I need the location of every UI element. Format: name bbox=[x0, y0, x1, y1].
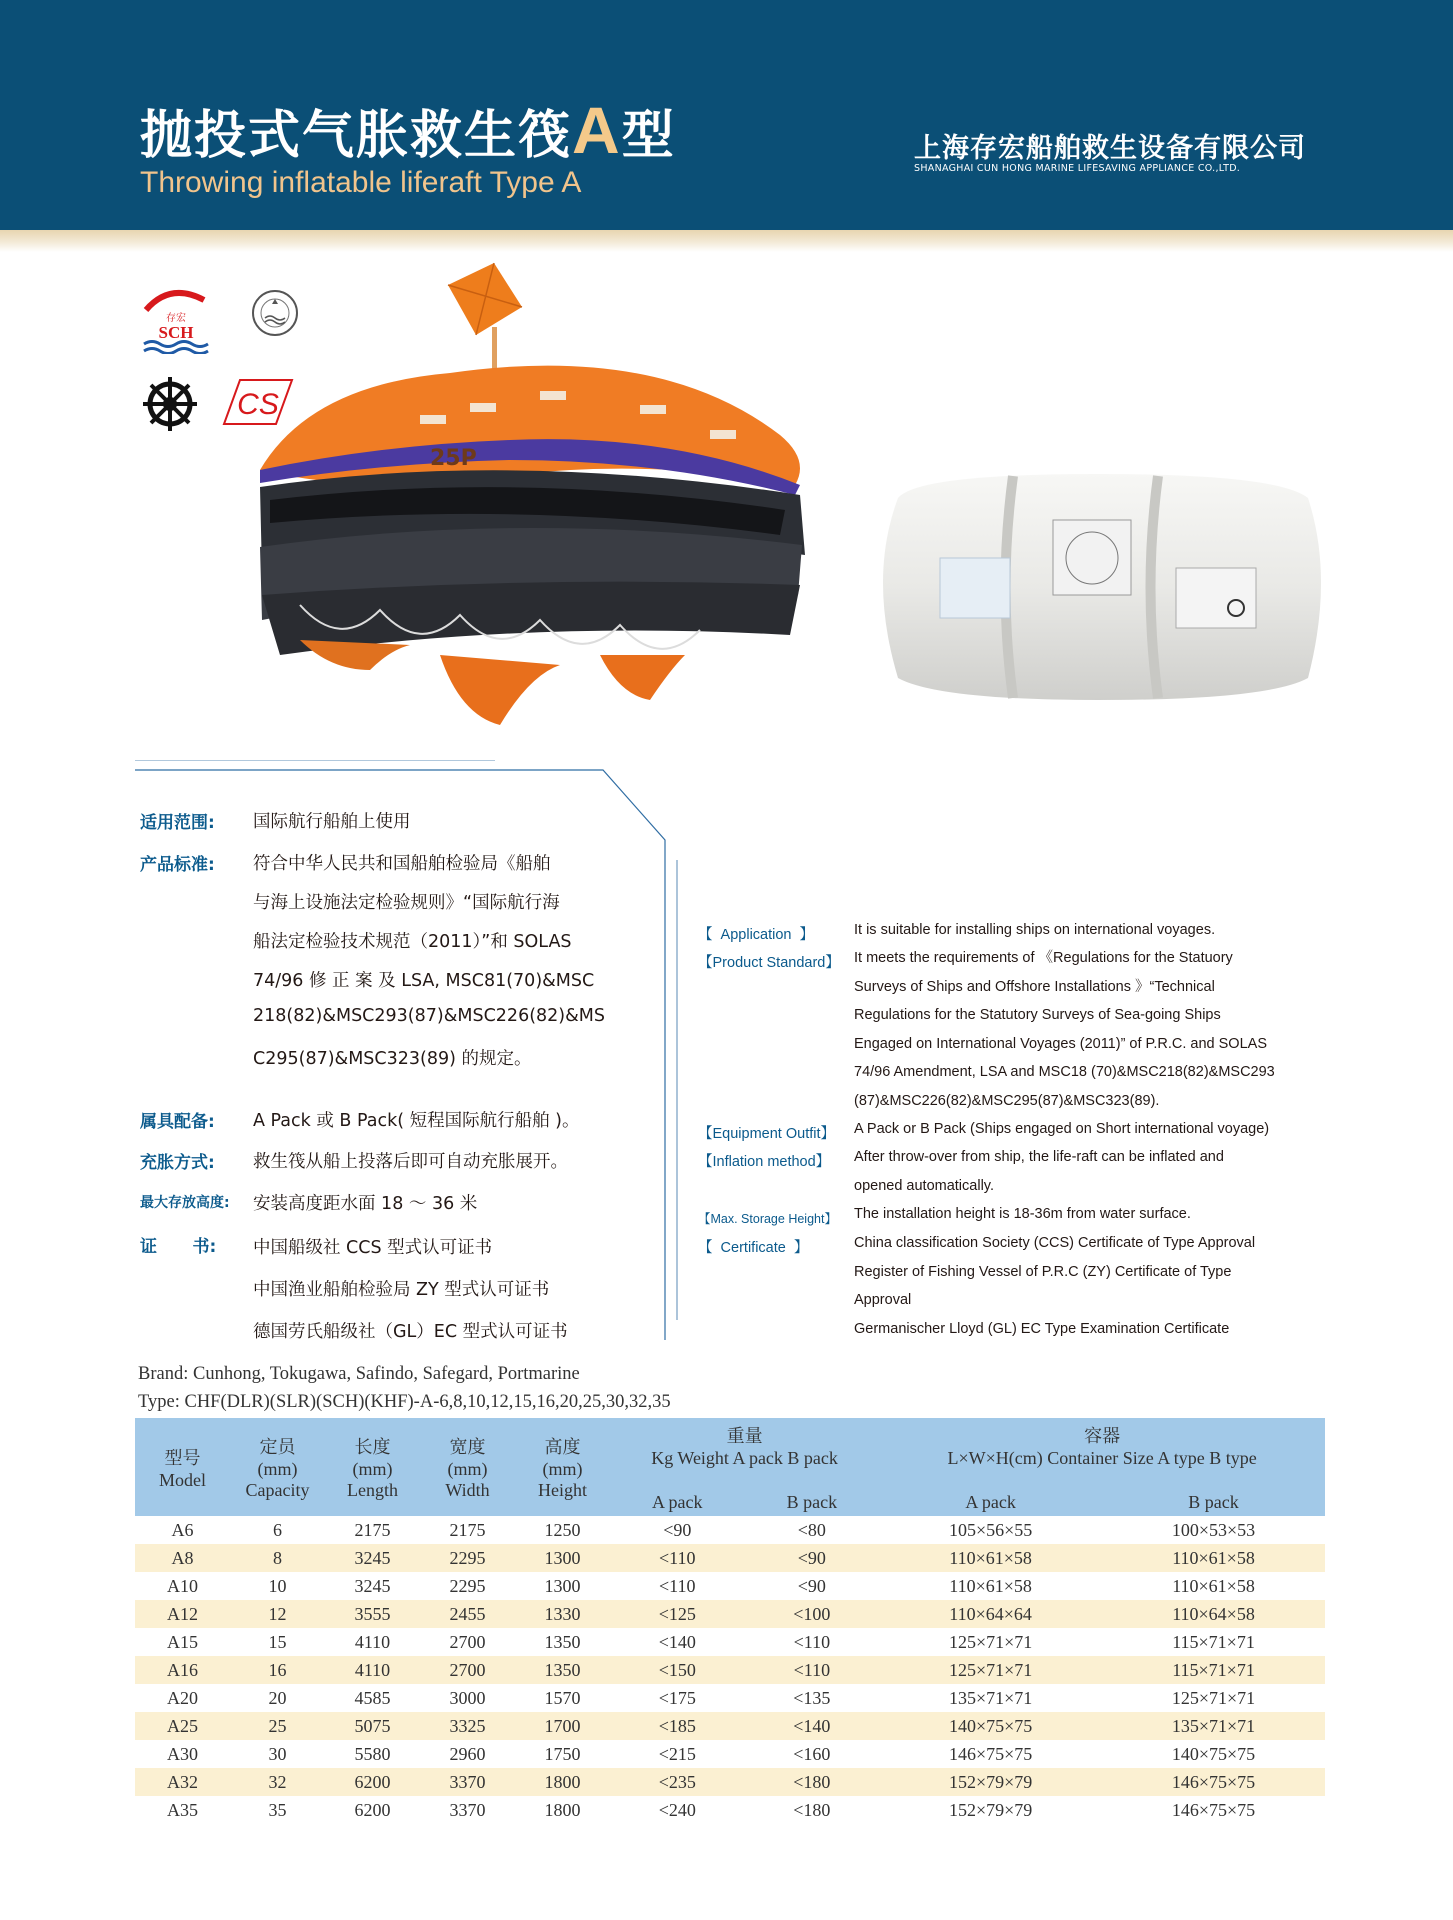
cell-width: 2960 bbox=[449, 1743, 486, 1764]
cell-weight-a: <185 bbox=[610, 1712, 745, 1740]
cell-height: 1800 bbox=[544, 1799, 581, 1820]
en-text-certificate bbox=[854, 1229, 1304, 1343]
title-suffix: 型 bbox=[621, 106, 676, 166]
cell-length: 4110 bbox=[325, 1656, 420, 1684]
cell-container-a: 110×64×64 bbox=[879, 1600, 1102, 1628]
th-container-en: L×W×H(cm) Container Size A type B type bbox=[947, 1448, 1257, 1468]
cell-container-a: 152×79×79 bbox=[879, 1768, 1102, 1796]
en-text-inflation-2: opened automatically. bbox=[854, 1177, 994, 1194]
cell-capacity: 10 bbox=[268, 1575, 287, 1596]
cell-weight-a: <110 bbox=[610, 1544, 745, 1572]
zh-text-standard-5: 218(82)&MSC293(87)&MSC226(82)&MS bbox=[253, 1006, 605, 1026]
cell-capacity: 25 bbox=[230, 1712, 325, 1740]
cell-model: A12 bbox=[135, 1600, 230, 1628]
zh-label-standard: 产品标准: bbox=[140, 855, 215, 875]
th-model-en: Model bbox=[159, 1469, 206, 1490]
gold-band bbox=[0, 230, 1453, 252]
en-text-certificate-1: China classification Society (CCS) Certificate of Type Approval bbox=[854, 1235, 1256, 1251]
page-title-zh bbox=[140, 92, 676, 168]
zh-text-standard-6: C295(87)&MSC323(89) 的规定。 bbox=[253, 1049, 532, 1069]
zh-text-standard-3: 船法定检验技术规范（2011）”和 SOLAS bbox=[253, 932, 572, 952]
en-text-certificate-3: Approval bbox=[854, 1292, 912, 1308]
cell-model: A10 bbox=[167, 1575, 198, 1596]
cell-weight-b: <160 bbox=[793, 1743, 831, 1764]
en-label-outfit: 【Equipment Outfit】 bbox=[698, 1126, 835, 1142]
zh-text-application: 国际航行船舶上使用 bbox=[253, 812, 411, 832]
th-container-b: B pack bbox=[1102, 1488, 1325, 1516]
cell-capacity: 8 bbox=[230, 1544, 325, 1572]
th-weight bbox=[610, 1418, 879, 1488]
cell-container-b: 146×75×75 bbox=[1102, 1768, 1325, 1796]
cell-container-a: 146×75×75 bbox=[948, 1743, 1033, 1764]
cell-length: 6200 bbox=[325, 1768, 420, 1796]
cell-length: 2175 bbox=[354, 1519, 391, 1540]
cell-container-b: 125×71×71 bbox=[1171, 1687, 1256, 1708]
th-capacity bbox=[230, 1418, 325, 1516]
en-label-height: 【Max. Storage Height】 bbox=[698, 1212, 837, 1226]
th-width-unit: (mm) bbox=[447, 1459, 488, 1479]
ccs-logo-text: CS bbox=[237, 388, 279, 421]
cell-length: 4585 bbox=[354, 1687, 391, 1708]
cell-width: 2455 bbox=[420, 1600, 515, 1628]
en-text-standard-2: Surveys of Ships and Offshore Installations 》“Technical bbox=[854, 978, 1215, 995]
table-row bbox=[135, 1796, 1325, 1824]
en-text-standard-1: It meets the requirements of 《Regulations for the Statuory bbox=[854, 950, 1233, 966]
cell-height: 1330 bbox=[515, 1600, 610, 1628]
table-row bbox=[135, 1544, 1325, 1572]
cell-width: 2700 bbox=[420, 1656, 515, 1684]
th-weight-a: A pack bbox=[610, 1488, 745, 1516]
cell-capacity: 15 bbox=[268, 1631, 287, 1652]
title-letter: A bbox=[572, 93, 622, 167]
en-text-height-1: The installation height is 18-36m from water surface. bbox=[854, 1206, 1191, 1222]
cell-model: A16 bbox=[135, 1656, 230, 1684]
svg-text:25P: 25P bbox=[430, 446, 477, 471]
cell-container-a: 105×56×55 bbox=[948, 1519, 1033, 1540]
cell-container-b: 110×61×58 bbox=[1172, 1575, 1255, 1596]
en-text-inflation bbox=[854, 1143, 1304, 1200]
zh-text-certificate-2: 中国渔业船舶检验局 ZY 型式认可证书 bbox=[253, 1280, 550, 1300]
cell-capacity: 6 bbox=[273, 1519, 282, 1540]
cell-weight-a: <140 bbox=[658, 1631, 696, 1652]
cell-container-b: 115×71×71 bbox=[1172, 1631, 1255, 1652]
cell-weight-b: <180 bbox=[745, 1768, 880, 1796]
cell-model: A35 bbox=[167, 1799, 198, 1820]
th-width-en: Width bbox=[445, 1480, 490, 1500]
th-model bbox=[135, 1418, 230, 1516]
zh-text-standard-1: 符合中华人民共和国船舶检验局《船舶 bbox=[253, 854, 551, 874]
th-container-a: A pack bbox=[879, 1488, 1102, 1516]
cell-length: 4110 bbox=[354, 1631, 391, 1652]
cell-height: 1800 bbox=[515, 1768, 610, 1796]
cell-width: 2700 bbox=[449, 1631, 486, 1652]
cell-weight-b: <180 bbox=[793, 1799, 831, 1820]
cell-weight-b: <100 bbox=[745, 1600, 880, 1628]
en-text-standard bbox=[854, 944, 1304, 1115]
cell-container-b: 110×64×58 bbox=[1102, 1600, 1325, 1628]
zh-text-inflation: 救生筏从船上投落后即可自动充胀展开。 bbox=[253, 1152, 568, 1172]
th-weight-en: Kg Weight A pack B pack bbox=[651, 1448, 838, 1468]
cell-width: 3370 bbox=[420, 1768, 515, 1796]
cell-length: 5580 bbox=[354, 1743, 391, 1764]
th-height-unit: (mm) bbox=[542, 1459, 583, 1479]
th-weight-zh: 重量 bbox=[726, 1426, 763, 1446]
cell-width: 3325 bbox=[420, 1712, 515, 1740]
cell-weight-a: <110 bbox=[659, 1575, 696, 1596]
cell-container-a: 110×61×58 bbox=[879, 1544, 1102, 1572]
cell-weight-b: <110 bbox=[745, 1656, 880, 1684]
en-text-standard-4: Engaged on International Voyages (2011)” of P.R.C. and SOLAS bbox=[854, 1035, 1267, 1052]
table-row bbox=[135, 1516, 1325, 1544]
type-line: Type: CHF(DLR)(SLR)(SCH)(KHF)-A-6,8,10,12,15,16,20,25,30,32,35 bbox=[138, 1392, 671, 1412]
cell-length: 3245 bbox=[354, 1575, 391, 1596]
cell-weight-a: <240 bbox=[658, 1799, 696, 1820]
ship-wheel-logo bbox=[140, 374, 200, 434]
sch-logo-main-text: SCH bbox=[158, 323, 194, 342]
cell-width: 2295 bbox=[449, 1575, 486, 1596]
en-text-inflation-1: After throw-over from ship, the life-raft can be inflated and bbox=[854, 1149, 1224, 1165]
cell-capacity: 16 bbox=[230, 1656, 325, 1684]
th-length bbox=[325, 1418, 420, 1516]
table-row bbox=[135, 1712, 1325, 1740]
cell-container-b: 135×71×71 bbox=[1102, 1712, 1325, 1740]
cell-width: 3000 bbox=[449, 1687, 486, 1708]
th-height-zh: 高度 bbox=[544, 1437, 581, 1457]
table-row bbox=[135, 1684, 1325, 1712]
zh-text-outfit: A Pack 或 B Pack( 短程国际航行船舶 )。 bbox=[253, 1111, 580, 1131]
th-model-zh: 型号 bbox=[164, 1447, 201, 1468]
th-weight-b: B pack bbox=[745, 1488, 880, 1516]
company-name-en: SHANAGHAI CUN HONG MARINE LIFESAVING APPLIANCE CO.,LTD. bbox=[914, 163, 1241, 174]
cell-container-b: 115×71×71 bbox=[1102, 1656, 1325, 1684]
zh-text-standard-2: 与海上设施法定检验规则》“国际航行海 bbox=[253, 893, 560, 913]
cell-capacity: 30 bbox=[268, 1743, 287, 1764]
en-label-application: 【 Application 】 bbox=[698, 927, 815, 943]
en-label-certificate: 【 Certificate 】 bbox=[698, 1240, 809, 1256]
cell-model: A32 bbox=[135, 1768, 230, 1796]
cell-weight-b: <90 bbox=[745, 1544, 880, 1572]
th-container bbox=[879, 1418, 1325, 1488]
cell-container-a: 135×71×71 bbox=[948, 1687, 1033, 1708]
th-capacity-en: Capacity bbox=[245, 1480, 310, 1500]
cell-capacity: 12 bbox=[230, 1600, 325, 1628]
th-height-en: Height bbox=[538, 1480, 587, 1500]
cell-container-a: 140×75×75 bbox=[879, 1712, 1102, 1740]
zh-label-inflation: 充胀方式: bbox=[140, 1153, 215, 1173]
cell-width: 2175 bbox=[449, 1519, 486, 1540]
zh-text-certificate-3: 德国劳氏船级社（GL）EC 型式认可证书 bbox=[253, 1322, 568, 1342]
th-capacity-zh: 定员 bbox=[259, 1437, 296, 1457]
cell-container-b: 140×75×75 bbox=[1171, 1743, 1256, 1764]
table-row bbox=[135, 1628, 1325, 1656]
spec-table-body bbox=[135, 1516, 1325, 1824]
cell-height: 1350 bbox=[544, 1631, 581, 1652]
cell-width: 3370 bbox=[449, 1799, 486, 1820]
cell-height: 1250 bbox=[544, 1519, 581, 1540]
zh-text-certificate-1: 中国船级社 CCS 型式认可证书 bbox=[253, 1238, 493, 1258]
cell-height: 1750 bbox=[544, 1743, 581, 1764]
th-length-zh: 长度 bbox=[354, 1437, 391, 1457]
brand-line: Brand: Cunhong, Tokugawa, Safindo, Safegard, Portmarine bbox=[138, 1364, 580, 1384]
cell-container-b: 146×75×75 bbox=[1171, 1799, 1256, 1820]
cell-length: 3245 bbox=[325, 1544, 420, 1572]
table-row bbox=[135, 1572, 1325, 1600]
en-text-standard-6: (87)&MSC226(82)&MSC295(87)&MSC323(89). bbox=[854, 1092, 1160, 1109]
cell-weight-b: <80 bbox=[797, 1519, 826, 1540]
cell-model: A15 bbox=[167, 1631, 198, 1652]
page-title-en: Throwing inflatable liferaft Type A bbox=[140, 166, 582, 199]
cell-model: A8 bbox=[135, 1544, 230, 1572]
cell-container-b: 100×53×53 bbox=[1171, 1519, 1256, 1540]
cell-height: 1350 bbox=[515, 1656, 610, 1684]
th-length-en: Length bbox=[347, 1480, 398, 1500]
en-text-standard-3: Regulations for the Statutory Surveys of Sea-going Ships bbox=[854, 1007, 1221, 1023]
en-text-application-1: It is suitable for installing ships on international voyages. bbox=[854, 922, 1216, 938]
en-text-outfit bbox=[854, 1115, 1304, 1144]
table-row bbox=[135, 1768, 1325, 1796]
en-text-height bbox=[854, 1200, 1304, 1229]
decorative-divider-right bbox=[676, 860, 696, 1320]
spec-table bbox=[135, 1418, 1325, 1824]
table-row bbox=[135, 1600, 1325, 1628]
cell-model: A20 bbox=[167, 1687, 198, 1708]
sch-logo-top-text: 存宏 bbox=[166, 313, 186, 324]
cell-weight-a: <235 bbox=[610, 1768, 745, 1796]
cell-weight-a: <125 bbox=[610, 1600, 745, 1628]
cell-container-a: 125×71×71 bbox=[879, 1656, 1102, 1684]
cell-weight-b: <140 bbox=[745, 1712, 880, 1740]
cell-weight-b: <90 bbox=[797, 1575, 826, 1596]
cell-weight-a: <90 bbox=[663, 1519, 692, 1540]
en-text-certificate-2: Register of Fishing Vessel of P.R.C (ZY) Certificate of Type bbox=[854, 1263, 1232, 1280]
zh-label-application: 适用范围: bbox=[140, 813, 215, 833]
cell-length: 3555 bbox=[325, 1600, 420, 1628]
cell-weight-b: <135 bbox=[793, 1687, 831, 1708]
th-capacity-unit: (mm) bbox=[257, 1459, 298, 1479]
cell-width: 2295 bbox=[420, 1544, 515, 1572]
cell-capacity: 32 bbox=[230, 1768, 325, 1796]
cell-length: 6200 bbox=[354, 1799, 391, 1820]
zh-label-height: 最大存放高度: bbox=[140, 1195, 230, 1211]
th-height bbox=[515, 1418, 610, 1516]
cell-length: 5075 bbox=[325, 1712, 420, 1740]
zh-text-standard-4: 74/96 修 正 案 及 LSA, MSC81(70)&MSC bbox=[253, 971, 595, 991]
sch-logo bbox=[140, 286, 212, 354]
header-banner bbox=[0, 0, 1453, 230]
cell-height: 1300 bbox=[515, 1544, 610, 1572]
cell-weight-a: <150 bbox=[610, 1656, 745, 1684]
container-photo bbox=[858, 468, 1338, 714]
cell-container-a: 152×79×79 bbox=[948, 1799, 1033, 1820]
cell-container-b: 110×61×58 bbox=[1102, 1544, 1325, 1572]
cell-height: 1700 bbox=[515, 1712, 610, 1740]
cell-weight-a: <215 bbox=[658, 1743, 696, 1764]
en-text-application bbox=[854, 916, 1304, 945]
th-container-zh: 容器 bbox=[1084, 1426, 1121, 1446]
cell-capacity: 35 bbox=[268, 1799, 287, 1820]
liferaft-photo bbox=[240, 255, 820, 765]
cell-height: 1570 bbox=[544, 1687, 581, 1708]
th-width-zh: 宽度 bbox=[449, 1437, 486, 1457]
cell-container-a: 125×71×71 bbox=[948, 1631, 1033, 1652]
en-text-standard-5: 74/96 Amendment, LSA and MSC18 (70)&MSC218(82)&MSC293 bbox=[854, 1064, 1275, 1080]
zh-text-height: 安装高度距水面 18 ～ 36 米 bbox=[253, 1194, 478, 1214]
th-width bbox=[420, 1418, 515, 1516]
cell-model: A6 bbox=[171, 1519, 194, 1540]
table-row bbox=[135, 1656, 1325, 1684]
cell-height: 1300 bbox=[544, 1575, 581, 1596]
cell-container-a: 110×61×58 bbox=[949, 1575, 1032, 1596]
cell-model: A30 bbox=[167, 1743, 198, 1764]
table-row bbox=[135, 1740, 1325, 1768]
cell-weight-a: <175 bbox=[658, 1687, 696, 1708]
zh-label-certificate: 证 书: bbox=[140, 1237, 217, 1257]
cell-capacity: 20 bbox=[268, 1687, 287, 1708]
en-text-certificate-4: Germanischer Lloyd (GL) EC Type Examination Certificate bbox=[854, 1320, 1230, 1337]
title-zh-text: 抛投式气胀救生筏 bbox=[140, 106, 573, 166]
en-label-standard: 【Product Standard】 bbox=[698, 955, 840, 971]
cell-model: A25 bbox=[135, 1712, 230, 1740]
zh-label-outfit: 属具配备: bbox=[140, 1112, 215, 1132]
cell-weight-b: <110 bbox=[793, 1631, 831, 1652]
en-label-inflation: 【Inflation method】 bbox=[698, 1154, 831, 1170]
en-text-outfit-1: A Pack or B Pack (Ships engaged on Short international voyage) bbox=[854, 1121, 1270, 1137]
th-length-unit: (mm) bbox=[352, 1459, 393, 1479]
company-name-zh: 上海存宏船舶救生设备有限公司 bbox=[914, 133, 1306, 164]
